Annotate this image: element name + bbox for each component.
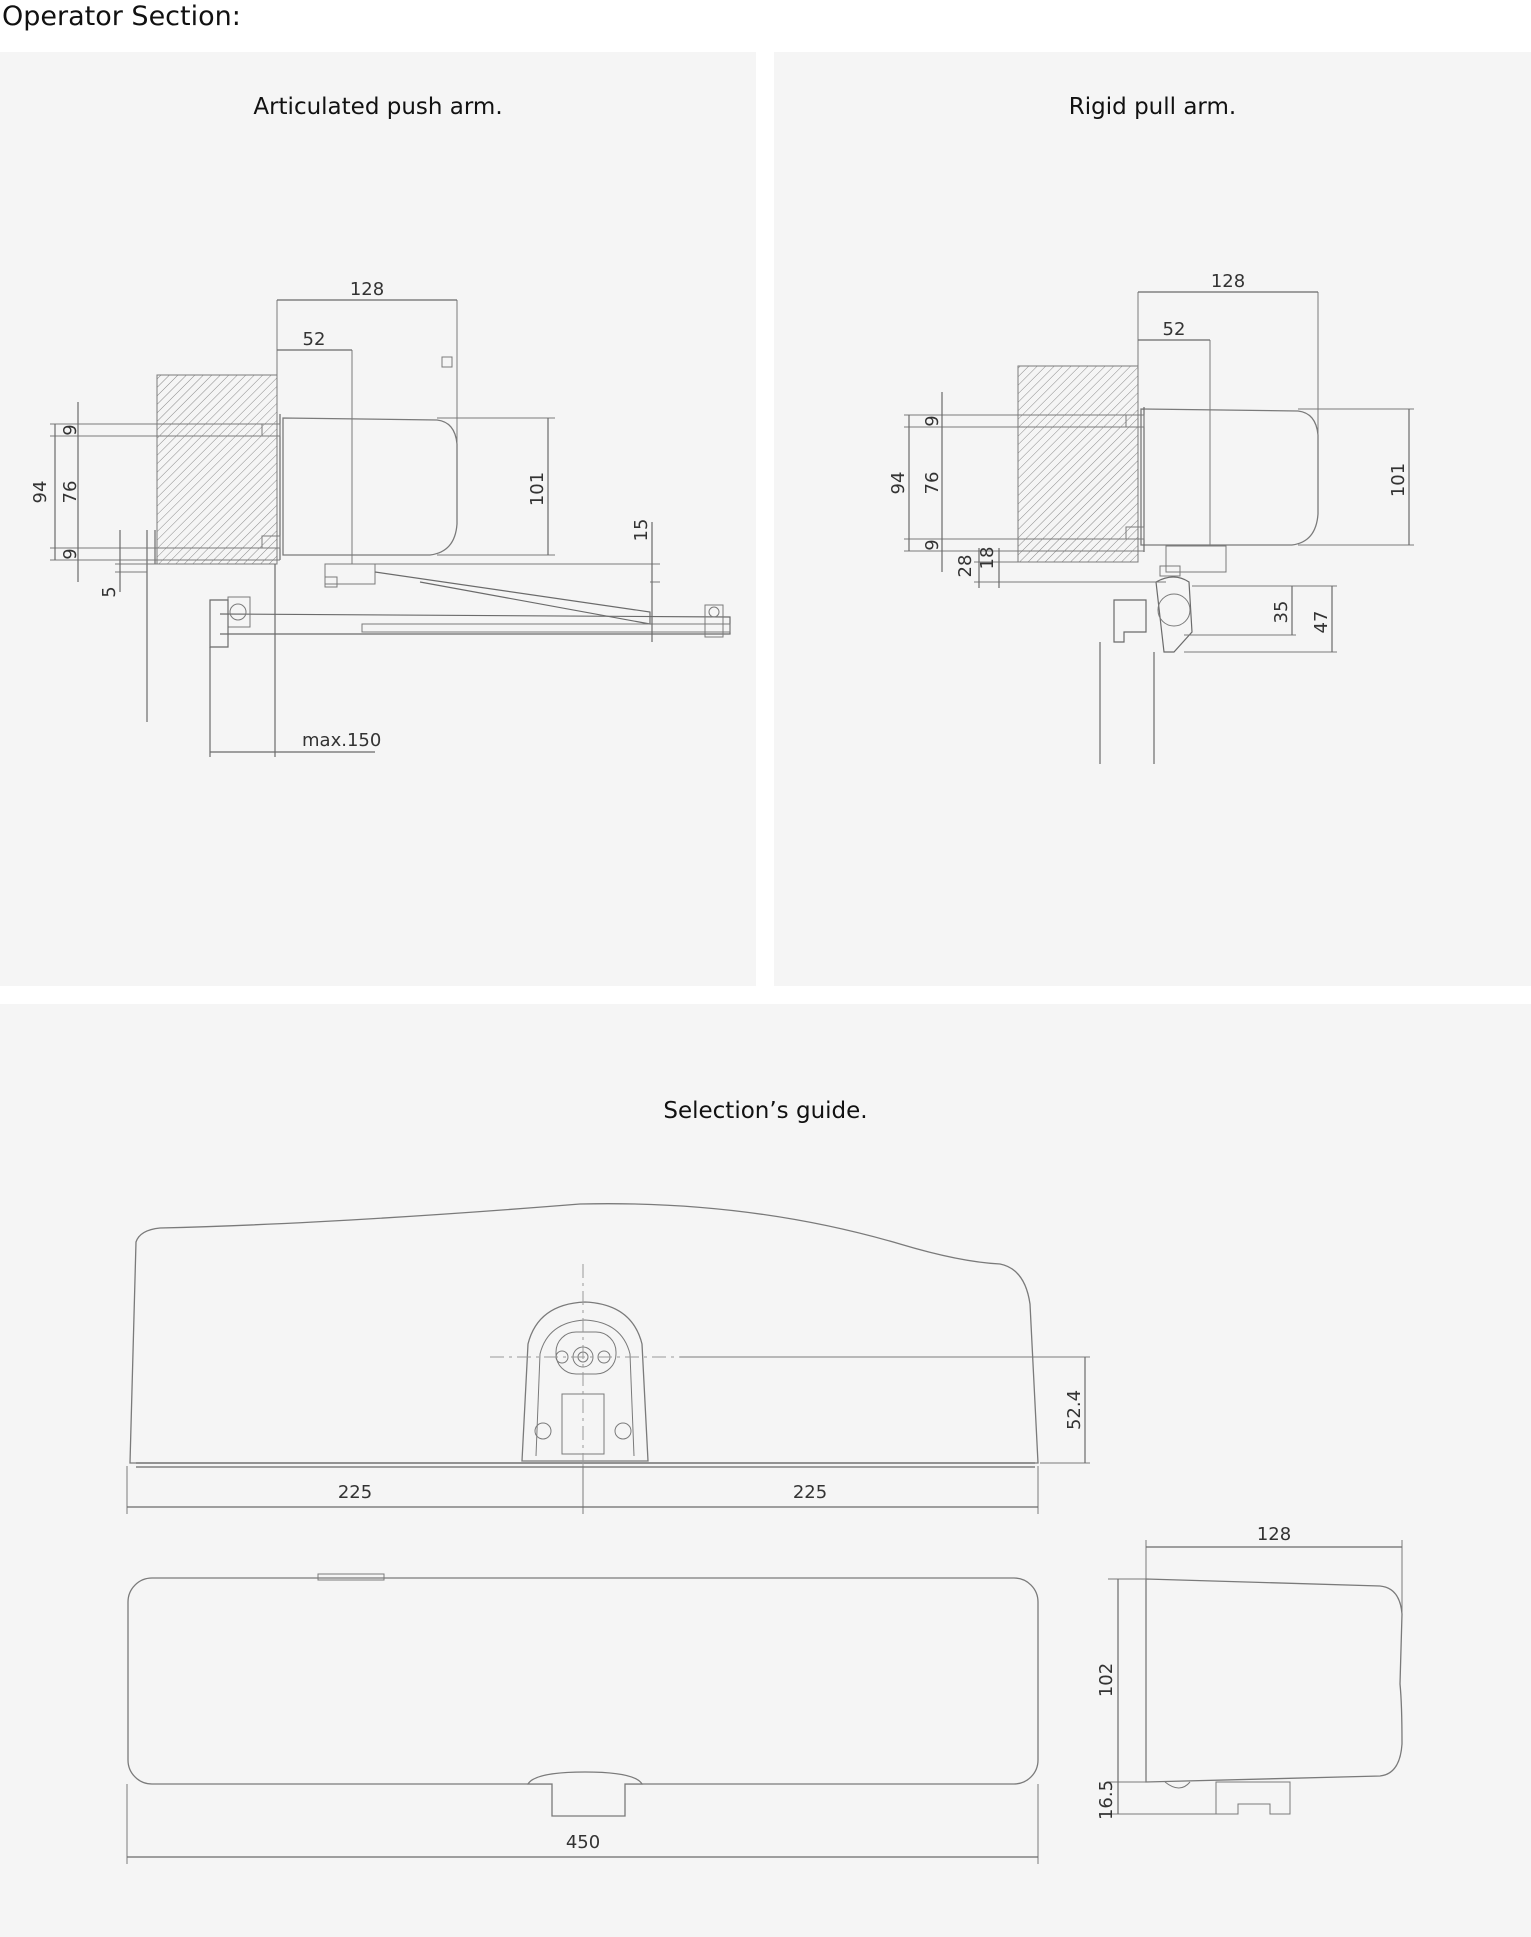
- dim-101: 101: [1388, 462, 1409, 498]
- articulated-push-arm-drawing: [0, 52, 756, 986]
- operator-body: [1141, 409, 1318, 545]
- dim-94: 94: [30, 480, 51, 504]
- dim-76: 76: [922, 471, 943, 495]
- dim-35: 35: [1271, 600, 1292, 624]
- dim-max-150: max.150: [302, 730, 382, 751]
- selection-guide-panel: [0, 1004, 1531, 1937]
- dim-225-left: 225: [337, 1482, 373, 1503]
- dim-76: 76: [60, 480, 81, 504]
- operator-top-body: [128, 1578, 1038, 1784]
- dim-16-5: 16.5: [1096, 1779, 1117, 1821]
- dim-9-top: 9: [922, 415, 943, 427]
- articulated-push-arm-panel: [0, 52, 756, 986]
- dim-225-right: 225: [792, 1482, 828, 1503]
- guide-panel-title: Selection’s guide.: [663, 1098, 868, 1124]
- dim-18: 18: [977, 546, 998, 570]
- dim-128: 128: [1256, 1524, 1292, 1545]
- dim-52-4: 52.4: [1064, 1389, 1085, 1431]
- dim-5: 5: [99, 586, 120, 598]
- dim-94: 94: [888, 471, 909, 495]
- rigid-pull-arm-drawing: [774, 52, 1531, 986]
- lintel-hatch: [157, 375, 277, 564]
- dim-128: 128: [1210, 271, 1246, 292]
- section-title: Operator Section:: [2, 1, 241, 32]
- dim-102: 102: [1096, 1662, 1117, 1698]
- dim-47: 47: [1311, 610, 1332, 634]
- rigid-panel-title: Rigid pull arm.: [1068, 94, 1237, 120]
- dim-9-bottom: 9: [922, 539, 943, 551]
- dim-52: 52: [302, 329, 326, 350]
- operator-side-body: [1146, 1579, 1402, 1782]
- operator-body: [283, 418, 457, 555]
- lintel-hatch: [1018, 366, 1138, 562]
- dim-9-top: 9: [60, 424, 81, 436]
- dim-450: 450: [565, 1832, 601, 1853]
- dim-15: 15: [631, 518, 652, 542]
- dim-101: 101: [527, 471, 548, 507]
- dim-9-bottom: 9: [60, 548, 81, 560]
- dim-28: 28: [955, 554, 976, 578]
- selection-guide-drawing: [0, 1004, 1531, 1937]
- rigid-pull-arm-panel: [774, 52, 1531, 986]
- dim-52: 52: [1162, 319, 1186, 340]
- dim-128: 128: [349, 279, 385, 300]
- articulated-panel-title: Articulated push arm.: [253, 94, 503, 120]
